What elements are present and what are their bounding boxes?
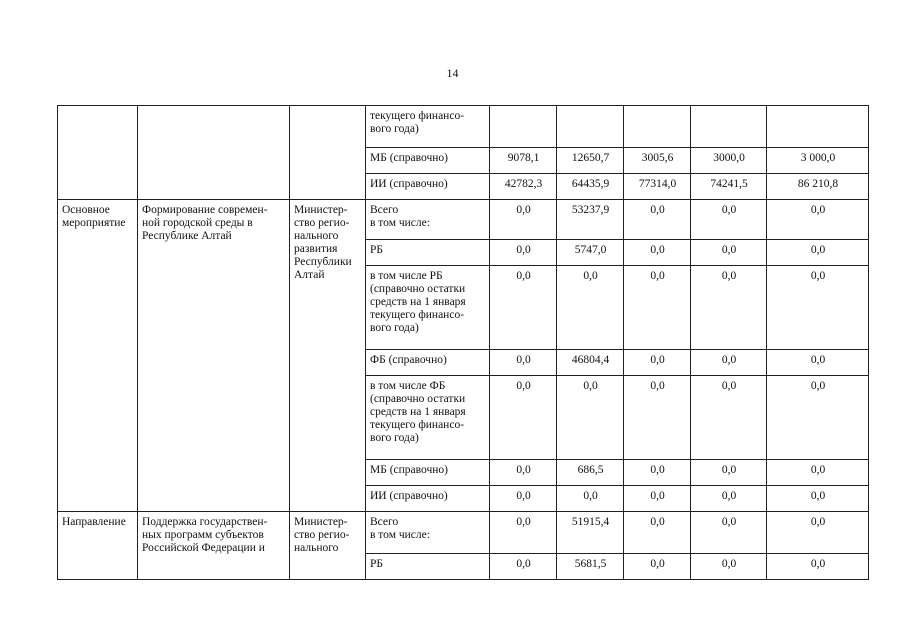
value-cell [767, 106, 869, 148]
value-cell: 42782,3 [490, 174, 557, 200]
source-cell: ИИ (справочно) [366, 174, 490, 200]
finance-table [57, 105, 869, 580]
value-cell: 0,0 [557, 376, 624, 460]
type-cell [58, 106, 138, 200]
value-cell: 5747,0 [557, 240, 624, 266]
value-cell: 0,0 [490, 486, 557, 512]
value-cell [557, 106, 624, 148]
value-cell: 0,0 [624, 350, 691, 376]
value-cell: 0,0 [691, 512, 767, 554]
value-cell: 0,0 [767, 460, 869, 486]
executor-cell: Министер- ство регио- нального развития Республики Алтай [290, 200, 366, 512]
value-cell: 0,0 [624, 376, 691, 460]
value-cell: 0,0 [691, 266, 767, 350]
source-cell: ИИ (справочно) [366, 486, 490, 512]
table-row [58, 106, 869, 148]
value-cell: 5681,5 [557, 554, 624, 580]
value-cell: 0,0 [691, 376, 767, 460]
value-cell: 0,0 [767, 376, 869, 460]
value-cell: 0,0 [767, 266, 869, 350]
executor-cell: Министер- ство регио- нального [290, 512, 366, 580]
source-cell: Всего в том числе: [366, 200, 490, 240]
source-cell: Всего в том числе: [366, 512, 490, 554]
value-cell: 0,0 [624, 512, 691, 554]
value-cell: 0,0 [490, 200, 557, 240]
table-row [58, 200, 869, 240]
type-cell: Направление [58, 512, 138, 580]
source-cell: МБ (справочно) [366, 460, 490, 486]
value-cell [624, 106, 691, 148]
type-cell: Основное мероприятие [58, 200, 138, 512]
value-cell: 0,0 [767, 240, 869, 266]
value-cell: 0,0 [490, 350, 557, 376]
name-cell [138, 106, 290, 200]
value-cell: 686,5 [557, 460, 624, 486]
value-cell: 0,0 [490, 376, 557, 460]
value-cell: 0,0 [691, 486, 767, 512]
value-cell [490, 106, 557, 148]
value-cell: 0,0 [624, 554, 691, 580]
value-cell: 0,0 [767, 200, 869, 240]
value-cell: 0,0 [624, 240, 691, 266]
value-cell: 0,0 [691, 240, 767, 266]
value-cell: 0,0 [490, 554, 557, 580]
value-cell: 0,0 [691, 350, 767, 376]
value-cell: 77314,0 [624, 174, 691, 200]
value-cell: 0,0 [490, 512, 557, 554]
name-cell: Формирование современ- ной городской среды в Республике Алтай [138, 200, 290, 512]
source-cell: МБ (справочно) [366, 148, 490, 174]
source-cell: текущего финансо- вого года) [366, 106, 490, 148]
value-cell: 0,0 [767, 554, 869, 580]
value-cell: 0,0 [490, 240, 557, 266]
value-cell: 51915,4 [557, 512, 624, 554]
value-cell: 53237,9 [557, 200, 624, 240]
value-cell: 12650,7 [557, 148, 624, 174]
executor-cell [290, 106, 366, 200]
source-cell: РБ [366, 240, 490, 266]
value-cell: 0,0 [624, 486, 691, 512]
page-number: 14 [446, 66, 459, 80]
value-cell: 0,0 [624, 200, 691, 240]
value-cell: 0,0 [557, 486, 624, 512]
source-cell: ФБ (справочно) [366, 350, 490, 376]
value-cell: 3005,6 [624, 148, 691, 174]
value-cell: 0,0 [691, 460, 767, 486]
value-cell: 0,0 [691, 554, 767, 580]
value-cell: 9078,1 [490, 148, 557, 174]
value-cell [691, 106, 767, 148]
value-cell: 0,0 [490, 266, 557, 350]
value-cell: 0,0 [624, 266, 691, 350]
value-cell: 3000,0 [691, 148, 767, 174]
value-cell: 46804,4 [557, 350, 624, 376]
table-row [58, 512, 869, 554]
value-cell: 0,0 [490, 460, 557, 486]
value-cell: 64435,9 [557, 174, 624, 200]
value-cell: 74241,5 [691, 174, 767, 200]
value-cell: 0,0 [624, 460, 691, 486]
source-cell: в том числе ФБ (справочно остатки средств на 1 января текущего финансо- вого года) [366, 376, 490, 460]
source-cell: в том числе РБ (справочно остатки средств на 1 января текущего финансо- вого года) [366, 266, 490, 350]
source-cell: РБ [366, 554, 490, 580]
value-cell: 0,0 [767, 486, 869, 512]
value-cell: 0,0 [767, 350, 869, 376]
value-cell: 0,0 [557, 266, 624, 350]
name-cell: Поддержка государствен- ных программ субъектов Российской Федерации и [138, 512, 290, 580]
value-cell: 86 210,8 [767, 174, 869, 200]
value-cell: 0,0 [767, 512, 869, 554]
value-cell: 0,0 [691, 200, 767, 240]
value-cell: 3 000,0 [767, 148, 869, 174]
